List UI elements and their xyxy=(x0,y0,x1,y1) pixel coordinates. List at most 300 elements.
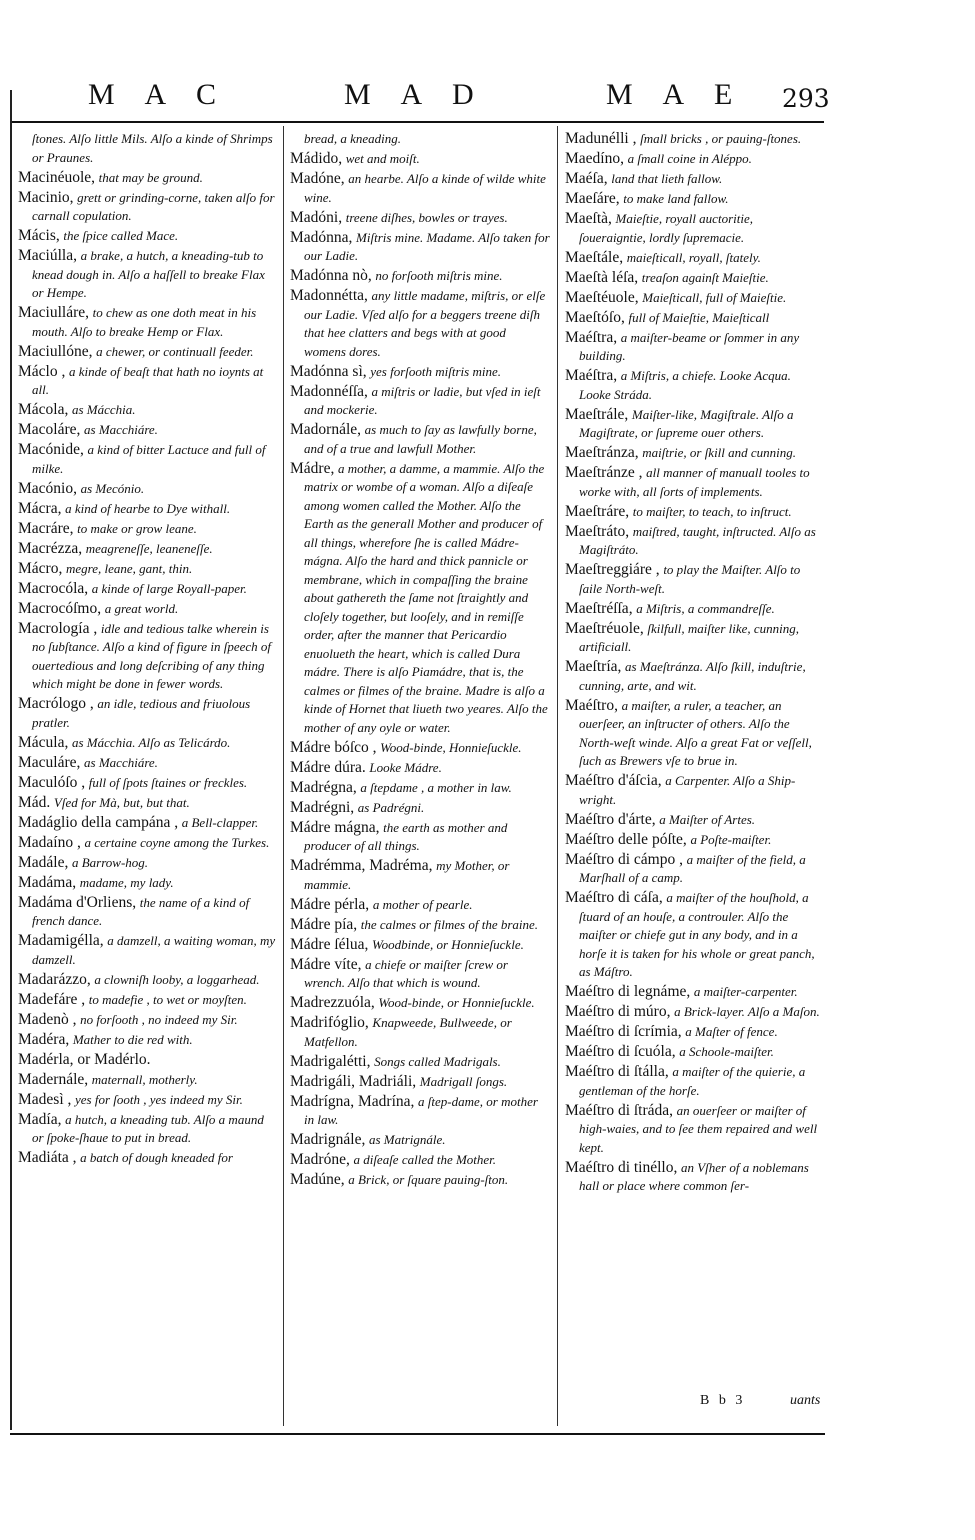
definition: to chew as one doth meat in his mouth. Alſo to breake Hemp or Flax. xyxy=(32,305,257,339)
dictionary-entry xyxy=(290,363,550,382)
dictionary-entry xyxy=(18,189,276,226)
dictionary-entry xyxy=(565,367,823,404)
dictionary-entry xyxy=(565,1102,823,1158)
dictionary-entry xyxy=(18,480,276,499)
definition: the ſpice called Mace. xyxy=(63,228,179,243)
dictionary-entry xyxy=(18,620,276,694)
headword: Madéra, xyxy=(18,1030,70,1048)
dictionary-entry xyxy=(18,540,276,559)
definition: that may be ground. xyxy=(98,169,203,185)
headword: Madonnéſſa, xyxy=(290,382,368,400)
dictionary-entry xyxy=(565,1043,823,1062)
headword: Madáma, xyxy=(18,873,77,891)
dictionary-entry xyxy=(290,956,550,993)
dictionary-entry xyxy=(18,1111,276,1148)
dictionary-entry xyxy=(18,1031,276,1050)
headword: Madrignále, xyxy=(290,1131,366,1148)
definition: maieſticall, royall, ſtately. xyxy=(626,249,761,265)
dictionary-entry xyxy=(565,851,823,888)
definition: Vſed for Mà, but, but that. xyxy=(53,794,190,810)
definition: maiſtred, taught, inſtructed. Alſo as Magiſtráto. xyxy=(579,523,816,557)
definition: a maiſter-beame or ſommer in any building. xyxy=(579,329,800,363)
headword: Mádre ſélua, xyxy=(290,935,369,953)
headword: Mácra, xyxy=(18,499,62,517)
dictionary-entry xyxy=(290,739,550,758)
dictionary-entry xyxy=(565,503,823,522)
headword: Madía, xyxy=(18,1110,62,1128)
headword: Madónna nò, xyxy=(290,267,372,284)
dictionary-entry xyxy=(18,304,276,341)
dictionary-entry xyxy=(18,1051,276,1070)
dictionary-entry xyxy=(565,983,823,1002)
headword: Maeſtreggiáre , xyxy=(565,561,660,578)
dictionary-entry xyxy=(18,363,276,400)
headword: Macrézza, xyxy=(18,539,83,557)
headword: Madefáre , xyxy=(18,990,86,1008)
definition: Wood-binde, Honnieſuckle. xyxy=(380,739,522,755)
definition: meagreneſſe, leaneneſſe. xyxy=(85,540,213,556)
dictionary-entry xyxy=(565,1063,823,1100)
column-divider-2 xyxy=(557,126,558,1426)
dictionary-entry xyxy=(18,774,276,793)
dictionary-entry xyxy=(565,170,823,189)
signature-mark: B b 3 xyxy=(700,1393,746,1408)
dictionary-entry xyxy=(18,500,276,519)
definition: Miſtris mine. Madame. Alſo taken for our Ladie. xyxy=(304,229,550,263)
headword: Madónna, xyxy=(290,228,353,246)
definition: a Maiſter of Artes. xyxy=(659,811,756,827)
dictionary-entry xyxy=(18,600,276,619)
dictionary-entry xyxy=(290,209,550,228)
definition: as Maeſtránza. Alſo ſkill, induſtrie, cunning, arte, and wit. xyxy=(579,659,806,693)
headword: Macónide, xyxy=(18,441,84,458)
dictionary-entry xyxy=(18,169,276,188)
dictionary-entry xyxy=(18,894,276,931)
definition: yes forſooth miſtris mine. xyxy=(370,363,501,379)
headword: Madaíno , xyxy=(18,833,81,851)
headword: Maéſtro di ſcrímia, xyxy=(565,1023,682,1040)
headword: Maéſtro di múro, xyxy=(565,1003,671,1020)
headword: Maéſtro di ſtráda, xyxy=(565,1101,674,1119)
definition: a maiſter, a ruler, a teacher, an ouerſeer, an inſtructer of others. Alſo the North-weſt winde. Alſo a great Fat or veſſell, ſuch as Brewers vſe to brue in. xyxy=(579,697,812,768)
definition: maternall, motherly. xyxy=(91,1071,198,1087)
definition: a mother of pearle. xyxy=(372,896,473,912)
headword: Máclo , xyxy=(18,362,66,380)
headword: Mácis, xyxy=(18,227,60,244)
definition: a Carpenter. Alſo a Ship-wright. xyxy=(579,773,796,807)
dictionary-entry xyxy=(565,309,823,328)
dictionary-entry xyxy=(565,1023,823,1042)
headword: Madónna sì, xyxy=(290,362,367,380)
headword: Madunélli , xyxy=(565,130,637,147)
headword: Mácula, xyxy=(18,733,69,751)
definition: Knapweede, Bullweede, or Matfellon. xyxy=(304,1015,512,1049)
definition: a damzell, a waiting woman, my damzell. xyxy=(32,933,276,967)
dictionary-entry xyxy=(290,1131,550,1150)
headword: Maéſtro di cáſa, xyxy=(565,889,663,906)
dictionary-entry xyxy=(18,834,276,853)
definition: the calmes or filmes of the braine. xyxy=(360,916,539,932)
left-rule xyxy=(10,90,12,1430)
definition: a Miſtris, a commandreſſe. xyxy=(636,600,775,616)
column-3 xyxy=(565,130,823,1197)
dictionary-entry xyxy=(290,1171,550,1190)
dictionary-entry xyxy=(18,227,276,246)
dictionary-entry xyxy=(290,130,550,149)
headword: Macinéuole, xyxy=(18,168,96,186)
headword: Maeſtráto, xyxy=(565,522,630,540)
definition: a kind of bitter Lactuce and full of milke. xyxy=(32,442,266,476)
definition: a Brick-layer. Alſo a Maſon. xyxy=(674,1004,820,1019)
dictionary-entry xyxy=(18,421,276,440)
headword: Maéſtro d'áſcia, xyxy=(565,772,662,789)
headword: Madarázzo, xyxy=(18,970,91,988)
dictionary-entry xyxy=(18,560,276,579)
dictionary-entry xyxy=(290,1014,550,1051)
definition: to madefie , to wet or moyſten. xyxy=(88,991,247,1007)
definition: yes for ſooth , yes indeed my Sir. xyxy=(75,1091,243,1107)
dictionary-entry xyxy=(18,1011,276,1030)
headword: Maeſtréuole, xyxy=(565,619,644,637)
definition: a Brick, or ſquare pauing-ſton. xyxy=(348,1172,509,1187)
headword: Madrégna, xyxy=(290,778,357,796)
headword: Madernále, xyxy=(18,1070,89,1088)
catchword: uants xyxy=(790,1393,821,1408)
definition: my Mother, or mammie. xyxy=(304,858,510,892)
running-heads xyxy=(36,78,826,122)
headword: Madrezzuóla, xyxy=(290,994,375,1011)
definition: Maieſticall, full of Maieſtie. xyxy=(642,289,787,305)
headword: Maéſtro di tinéllo, xyxy=(565,1158,678,1176)
headword: Maéſa, xyxy=(565,170,608,187)
definition: a maiſter of the field, a Marſhall of a camp. xyxy=(579,851,806,885)
dictionary-entry xyxy=(290,267,550,286)
dictionary-entry xyxy=(290,421,550,458)
headword: Maéſtro delle póſte, xyxy=(565,830,687,848)
headword: Maeſtóſo, xyxy=(565,308,625,326)
running-head-center: M A D xyxy=(344,78,486,111)
headword: Madesì , xyxy=(18,1090,72,1108)
headword: Madáma d'Orliens, xyxy=(18,893,137,911)
definition: no forſooth miſtris mine. xyxy=(375,268,503,283)
headword: Macrocóſmo, xyxy=(18,599,102,617)
dictionary-entry xyxy=(18,854,276,873)
headword: Madáglio della campána , xyxy=(18,813,179,831)
headword: Madóne, xyxy=(290,170,345,187)
definition: an Vſher of a noblemans hall or place where common ſer- xyxy=(579,1159,809,1193)
dictionary-entry xyxy=(565,658,823,695)
dictionary-entry xyxy=(290,1093,550,1130)
headword: Macrocóla, xyxy=(18,579,89,597)
definition: a chiefe or maiſter ſcrew or wrench. Alſo that which is wound. xyxy=(304,956,508,990)
definition: a kinde of large Royall-paper. xyxy=(91,580,247,596)
headword: Madenò , xyxy=(18,1010,77,1028)
definition: an idle, tedious and friuolous pratler. xyxy=(32,696,251,730)
definition: ſkilfull, maiſter like, cunning, artificiall. xyxy=(579,620,800,654)
headword: Madróne, xyxy=(290,1151,350,1168)
headword: Maedíno, xyxy=(565,150,624,167)
definition: Madrigall ſongs. xyxy=(419,1073,508,1089)
definition: a kind of hearbe to Dye withall. xyxy=(65,500,231,516)
definition: bread, a kneading. xyxy=(304,131,401,146)
definition: Mather to die red with. xyxy=(72,1031,193,1047)
dictionary-entry xyxy=(290,857,550,894)
definition: a Miſtris, a chiefe. Looke Acqua. Looke Stráda. xyxy=(579,368,791,402)
headword: Maéſtro di ſtálla, xyxy=(565,1063,669,1080)
headword: Madóni, xyxy=(290,208,343,226)
headword: Mádido, xyxy=(290,150,343,167)
definition: ſmall bricks , or pauing-ſtones. xyxy=(640,131,802,146)
headword: Mácro, xyxy=(18,559,63,577)
dictionary-entry xyxy=(290,150,550,169)
definition: megre, leane, gant, thin. xyxy=(65,560,193,576)
definition: treaſon againſt Maieſtie. xyxy=(641,269,769,285)
definition: a brake, a hutch, a kneading-tub to knead dough in. Alſo a haſſell to breake Flax or Hempe. xyxy=(32,248,265,300)
headword: Mádre víte, xyxy=(290,955,362,973)
definition: a hutch, a kneading tub. Alſo a maund or ſpoke-ſhaue to put in bread. xyxy=(32,1111,264,1145)
headword: Madrigalétti, xyxy=(290,1052,371,1070)
top-rule xyxy=(12,121,824,123)
dictionary-entry xyxy=(290,779,550,798)
definition: as much to ſay as lawfully borne, and of a true and lawfull Mother. xyxy=(304,422,537,456)
column-1 xyxy=(18,130,276,1169)
headword: Madrégni, xyxy=(290,798,355,816)
dictionary-entry xyxy=(290,460,550,738)
definition: madame, my lady. xyxy=(79,874,174,890)
dictionary-entry xyxy=(18,580,276,599)
definition: the name of a kind of french dance. xyxy=(32,894,250,928)
headword: Madonnétta, xyxy=(290,287,368,304)
dictionary-entry xyxy=(565,523,823,560)
definition: full of Maieſtie, Maieſticall xyxy=(628,309,770,325)
headword: Maculáre, xyxy=(18,753,81,771)
dictionary-entry xyxy=(18,754,276,773)
dictionary-entry xyxy=(565,697,823,771)
headword: Maciullóne, xyxy=(18,342,93,360)
definition: Woodbinde, or Honnieſuckle. xyxy=(371,936,524,952)
headword: Madrifóglio, xyxy=(290,1014,369,1031)
dictionary-entry xyxy=(290,916,550,935)
definition: a maiſter-carpenter. xyxy=(693,984,798,999)
definition: as Mácchia. xyxy=(71,402,136,417)
definition: grett or grinding-corne, taken alſo for carnall copulation. xyxy=(32,189,275,223)
definition: as Mecónio. xyxy=(80,480,145,496)
definition: a great world. xyxy=(104,600,179,616)
headword: Maeſtéuole, xyxy=(565,288,639,306)
dictionary-entry xyxy=(565,1003,823,1022)
column-divider-1 xyxy=(283,126,284,1426)
definition: Maiſter-like, Magiſtrale. Alſo a Magiſtrate, or ſupreme ouer others. xyxy=(579,406,794,440)
dictionary-entry xyxy=(18,874,276,893)
definition: Looke Mádre. xyxy=(369,759,442,775)
definition: a clowniſh looby, a loggarhead. xyxy=(94,971,260,987)
definition: land that lieth fallow. xyxy=(611,171,723,186)
definition: all manner of manuall tooles to worke with, all ſorts of implements. xyxy=(579,465,810,499)
headword: Maciulláre, xyxy=(18,304,90,321)
dictionary-entry xyxy=(18,794,276,813)
definition: a kinde of beaſt that hath no ioynts at all. xyxy=(32,363,264,397)
headword: Maeſtréſſa, xyxy=(565,599,633,617)
dictionary-entry xyxy=(18,343,276,362)
dictionary-entry xyxy=(565,150,823,169)
definition: to play the Maiſter. Alſo to ſaile North-weſt. xyxy=(579,562,801,596)
headword: Maéſtro, xyxy=(565,696,618,714)
dictionary-entry xyxy=(565,406,823,443)
headword: Macónio, xyxy=(18,479,77,497)
dictionary-entry xyxy=(565,831,823,850)
dictionary-entry xyxy=(565,289,823,308)
dictionary-entry xyxy=(565,190,823,209)
dictionary-entry xyxy=(290,1151,550,1170)
definition: a maiſter of the quierie, a gentleman of the horſe. xyxy=(579,1064,806,1098)
definition: a ſtep-dame, or mother in law. xyxy=(304,1093,538,1127)
headword: Mádre bóſco , xyxy=(290,738,377,756)
definition: a Maſter of fence. xyxy=(685,1024,778,1039)
dictionary-entry xyxy=(18,1149,276,1168)
definition: a ſtepdame , a mother in law. xyxy=(360,779,512,795)
definition: any little madame, miſtris, or elſe our Ladie. Vſed alſo for a beggers treene diſh that hee clatters and begs with at good womens dores. xyxy=(304,288,546,359)
dictionary-entry xyxy=(565,811,823,830)
dictionary-entry xyxy=(290,936,550,955)
headword: Maéſtro di cámpo , xyxy=(565,850,683,868)
definition: an ouerſeer or maiſter of high-waies, and to ſee them repaired and well kept. xyxy=(579,1102,818,1155)
dictionary-entry xyxy=(18,932,276,969)
dictionary-entry xyxy=(565,329,823,366)
headword: Madrígna, Madrína, xyxy=(290,1092,415,1110)
headword: Macrología , xyxy=(18,619,98,637)
definition: to make or grow leane. xyxy=(77,520,197,536)
dictionary-entry xyxy=(290,799,550,818)
dictionary-entry xyxy=(18,695,276,732)
dictionary-entry xyxy=(18,130,276,167)
headword: Maeſtà, xyxy=(565,210,612,227)
dictionary-entry xyxy=(565,600,823,619)
headword: Mád. xyxy=(18,793,51,811)
definition: a certaine coyne among the Turkes. xyxy=(84,834,270,850)
definition: to maiſter, to teach, to inſtruct. xyxy=(632,503,792,519)
running-head-left: M A C xyxy=(88,78,229,111)
headword: Macráre, xyxy=(18,519,74,537)
dictionary-entry xyxy=(565,772,823,809)
definition: a Barrow-hog. xyxy=(71,854,149,870)
headword: Maéſtra, xyxy=(565,328,618,346)
definition: maiſtrie, or ſkill and cunning. xyxy=(642,445,797,460)
dictionary-entry xyxy=(290,170,550,207)
headword: Mádre dúra. xyxy=(290,758,366,776)
definition: a Poſte-maiſter. xyxy=(690,831,772,847)
headword: Madérla, or Madérlo. xyxy=(18,1050,151,1068)
dictionary-entry xyxy=(565,210,823,247)
definition: as Padrégni. xyxy=(357,799,425,815)
bottom-rule xyxy=(10,1433,825,1435)
headword: Maeſtále, xyxy=(565,248,624,266)
dictionary-entry xyxy=(290,1073,550,1092)
dictionary-entry xyxy=(290,759,550,778)
definition: the earth as mother and producer of all things. xyxy=(304,819,508,853)
headword: Mádre mágna, xyxy=(290,818,380,836)
definition: a Bell-clapper. xyxy=(181,814,259,830)
headword: Madále, xyxy=(18,853,69,871)
dictionary-entry xyxy=(18,991,276,1010)
definition: a miſtris or ladie, but vſed in ieſt and mockerie. xyxy=(304,383,541,417)
definition: Wood-binde, or Honnieſuckle. xyxy=(378,995,535,1010)
headword: Maéſtro d'árte, xyxy=(565,810,656,828)
page-number: 293 xyxy=(782,84,830,113)
headword: Maéſtro di ſcuóla, xyxy=(565,1043,676,1060)
dictionary-entry xyxy=(18,401,276,420)
headword: Madrigáli, Madriáli, xyxy=(290,1072,417,1090)
headword: Madrémma, Madréma, xyxy=(290,857,433,874)
definition: wet and moiſt. xyxy=(345,151,420,166)
definition: as Matrignále. xyxy=(368,1132,446,1147)
dictionary-entry xyxy=(565,1159,823,1196)
dictionary-entry xyxy=(290,229,550,266)
definition: a mother, a damme, a mammie. Alſo the matrix or wombe of a woman. Alſo a diſeaſe among women called the Mother. Alſo the Earth as the generall Mother and producer of all things, wherefore ſhe is called Mádre-mágna. Alſo the hard and thick pannicle or membrane, which in compaſſing the braine about gathereth the ſame not ſtraightly and cloſely together, but looſely, and in remiſſe order, after the manner that Pericardio enuolueth the heart, which is called Dura mádre. There is alſo Piamádre, that is, the calmes or filmes of the braine. Madre is alſo a kinde of Hornet that liueth two yeares. Alſo the mother of any oyle or water. xyxy=(304,460,548,735)
dictionary-entry xyxy=(290,287,550,361)
definition: as Macchiáre. xyxy=(84,754,158,770)
dictionary-entry xyxy=(290,1053,550,1072)
dictionary-entry xyxy=(18,814,276,833)
headword: Maciúlla, xyxy=(18,247,77,264)
definition: Songs called Madrigals. xyxy=(374,1053,501,1069)
dictionary-entry xyxy=(565,889,823,982)
headword: Maculóſo , xyxy=(18,773,86,791)
dictionary-entry xyxy=(565,464,823,501)
headword: Mádre pía, xyxy=(290,915,358,933)
dictionary-entry xyxy=(565,561,823,598)
headword: Maeſtráre, xyxy=(565,502,630,520)
headword: Macinio, xyxy=(18,188,74,206)
column-2 xyxy=(290,130,550,1191)
headword: Macoláre, xyxy=(18,421,81,438)
headword: Maeſtría, xyxy=(565,658,622,675)
definition: an hearbe. Alſo a kinde of wilde white wine. xyxy=(304,171,546,205)
dictionary-entry xyxy=(290,819,550,856)
definition: idle and tedious talke wherein is no ſubſtance. Alſo a kind of figure in ſpeech of ouertedious and long deſcribing of any thing which might be done in fewer words. xyxy=(32,620,272,691)
headword: Madamigélla, xyxy=(18,932,104,949)
headword: Madúne, xyxy=(290,1171,345,1188)
definition: full of ſpots ſtaines or freckles. xyxy=(88,774,248,790)
definition: as Macchiáre. xyxy=(84,422,158,437)
definition: treene diſhes, bowles or trayes. xyxy=(345,209,508,225)
definition: a batch of dough kneaded for xyxy=(80,1150,233,1165)
definition: no forſooth , no indeed my Sir. xyxy=(80,1011,238,1027)
definition: ſtones. Alſo little Mils. Alſo a kinde of Shrimps or Praunes. xyxy=(32,131,273,165)
dictionary-entry xyxy=(565,130,823,149)
headword: Maeſtránze , xyxy=(565,464,643,481)
dictionary-entry xyxy=(290,896,550,915)
dictionary-entry xyxy=(565,444,823,463)
definition: a Schoole-maiſter. xyxy=(679,1044,774,1059)
headword: Madornále, xyxy=(290,421,362,438)
headword: Mácola, xyxy=(18,401,69,418)
dictionary-entry xyxy=(290,383,550,420)
definition: a ſmall coine in Aléppo. xyxy=(627,151,752,166)
headword: Mádre, xyxy=(290,459,335,477)
definition: as Mácchia. Alſo as Telicárdo. xyxy=(71,734,231,750)
headword: Mádre pérla, xyxy=(290,895,370,913)
dictionary-entry xyxy=(18,734,276,753)
dictionary-entry xyxy=(18,971,276,990)
headword: Macrólogo , xyxy=(18,695,94,712)
headword: Madiáta , xyxy=(18,1149,77,1166)
definition: a diſeaſe called the Mother. xyxy=(353,1152,497,1167)
headword: Maeſtrále, xyxy=(565,405,629,423)
dictionary-entry xyxy=(18,1091,276,1110)
dictionary-entry xyxy=(18,1071,276,1090)
headword: Maéſtro di legnáme, xyxy=(565,983,691,1000)
headword: Maeſáre, xyxy=(565,190,620,207)
